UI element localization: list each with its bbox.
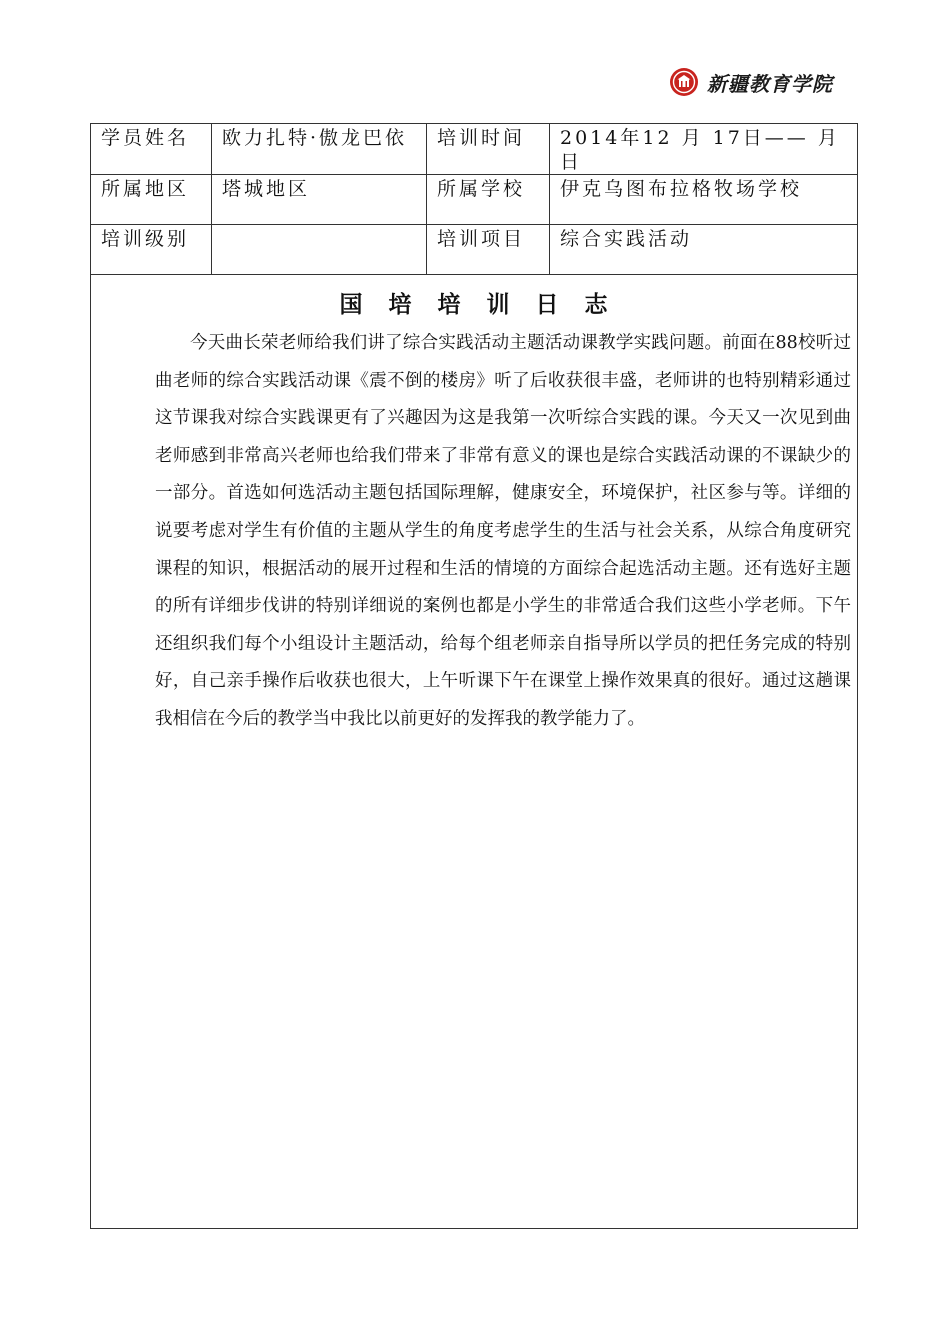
institution-name: 新疆教育学院 bbox=[707, 71, 833, 96]
value-student-name: 欧力扎特·傲龙巴依 bbox=[211, 124, 426, 174]
title-char: 志 bbox=[584, 291, 609, 318]
title-char: 培 bbox=[437, 291, 462, 318]
journal-body bbox=[155, 325, 851, 739]
journal-title bbox=[91, 286, 857, 319]
title-char: 训 bbox=[486, 291, 511, 318]
table-row bbox=[91, 175, 857, 225]
label-training-level: 培训级别 bbox=[101, 228, 190, 250]
title-char: 培 bbox=[388, 291, 413, 318]
value-school: 伊克乌图布拉格牧场学校 bbox=[549, 175, 857, 224]
value-region: 塔城地区 bbox=[211, 175, 426, 224]
training-log-form bbox=[90, 123, 858, 1229]
title-char: 国 bbox=[339, 291, 364, 318]
institution-logo bbox=[669, 64, 833, 100]
seal-icon bbox=[669, 67, 699, 97]
label-region: 所属地区 bbox=[101, 178, 190, 200]
table-row bbox=[91, 225, 857, 275]
value-training-level bbox=[211, 225, 426, 274]
table-row bbox=[91, 124, 857, 175]
journal-paragraph: 今天曲长荣老师给我们讲了综合实践活动主题活动课教学实践问题。前面在88校听过曲老师的综合实践活动课《震不倒的楼房》听了后收获很丰盛，老师讲的也特别精彩通过这节课我对综合实践课更有了兴趣因为这是我第一次听综合实践的课。今天又一次见到曲老师感到非常高兴老师也给我们带来了非常有意义的课也是综合实践活动课的不课缺少的一部分。首选如何选活动主题包括国际理解，健康安全，环境保护，社区参与等。详细的说要考虑对学生有价值的主题从学生的角度考虑学生的生活与社会关系，从综合角度研究课程的知识，根据活动的展开过程和生活的情境的方面综合起选活动主题。还有选好主题的所有详细步伐讲的特别详细说的案例也都是小学生的非常适合我们这些小学老师。下午还组织我们每个小组设计主题活动，给每个组老师亲自指导所以学员的把任务完成的特别好，自己亲手操作后收获也很大，上午听课下午在课堂上操作效果真的很好。通过这趟课我相信在今后的教学当中我比以前更好的发挥我的教学能力了。 bbox=[155, 333, 851, 729]
value-training-project: 综合实践活动 bbox=[549, 225, 857, 274]
label-school: 所属学校 bbox=[426, 175, 549, 224]
label-student-name: 学员姓名 bbox=[101, 127, 190, 149]
value-training-time: 2014年12 月 17日—— 月日 bbox=[549, 124, 857, 174]
title-char: 日 bbox=[535, 291, 560, 318]
label-training-time: 培训时间 bbox=[426, 124, 549, 174]
label-training-project: 培训项目 bbox=[426, 225, 549, 274]
